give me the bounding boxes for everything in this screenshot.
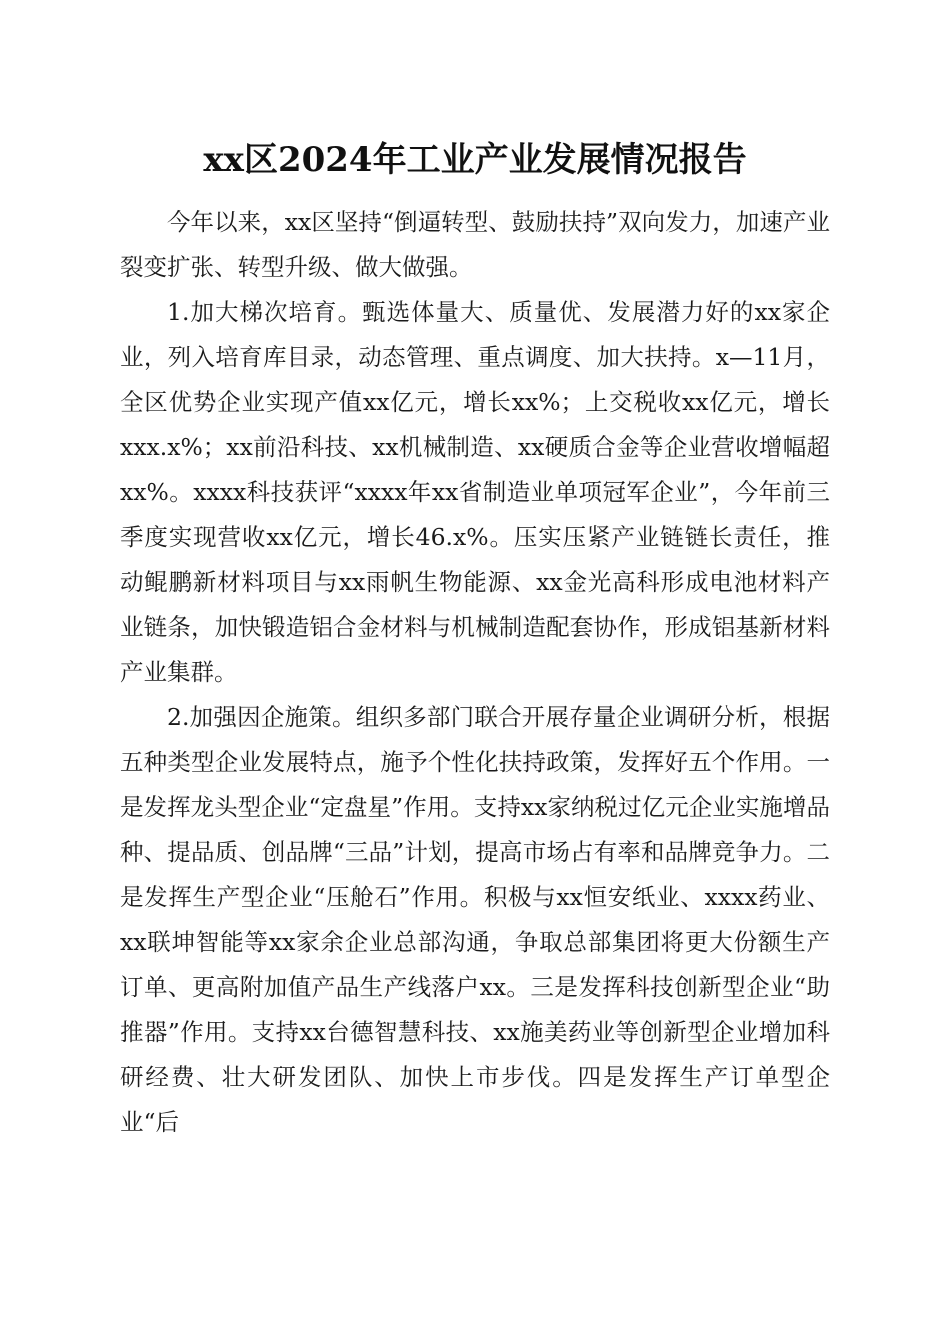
document-title: xx区2024年工业产业发展情况报告: [203, 140, 747, 180]
paragraph-tiered-cultivation: 1.加大梯次培育。甄选体量大、质量优、发展潜力好的xx家企业，列入培育库目录，动态管理、重点调度、加大扶持。x—11月，全区优势企业实现产值xx亿元，增长xx%；上交税收xx亿元，增长xxx.x%；xx前沿科技、xx机械制造、xx硬质合金等企业营收增幅超xx%。xxxx科技获评“xxxx年xx省制造业单项冠军企业”，今年前三季度实现营收xx亿元，增长46.x%。压实压紧产业链链长责任，推动鲲鹏新材料项目与xx雨帆生物能源、xx金光高科形成电池材料产业链条，加快锻造铝合金材料与机械制造配套协作，形成铝基新材料产业集群。: [120, 298, 830, 686]
intro-paragraph: 今年以来，xx区坚持“倒逼转型、鼓励扶持”双向发力，加速产业裂变扩张、转型升级、做大做强。: [120, 208, 830, 281]
paragraph-enterprise-policies: 2.加强因企施策。组织多部门联合开展存量企业调研分析，根据五种类型企业发展特点，施予个性化扶持政策，发挥好五个作用。一是发挥龙头型企业“定盘星”作用。支持xx家纳税过亿元企业实施增品种、提品质、创品牌“三品”计划，提高市场占有率和品牌竞争力。二是发挥生产型企业“压舱石”作用。积极与xx恒安纸业、xxxx药业、xx联坤智能等xx家余企业总部沟通，争取总部集团将更大份额生产订单、更高附加值产品生产线落户xx。三是发挥科技创新型企业“助推器”作用。支持xx台德智慧科技、xx施美药业等创新型企业增加科研经费、壮大研发团队、加快上市步伐。四是发挥生产订单型企业“后: [120, 703, 830, 1136]
document-body: [120, 200, 830, 1145]
